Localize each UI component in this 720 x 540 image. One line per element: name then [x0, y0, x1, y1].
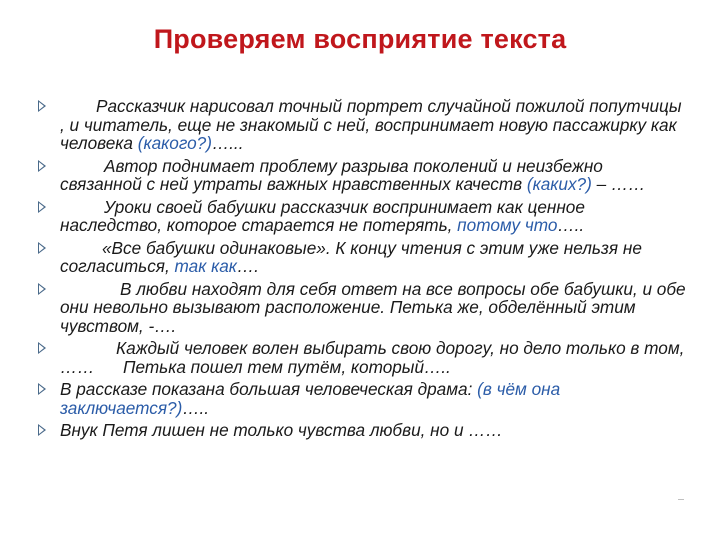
item-question: (какого?) — [137, 133, 212, 153]
item-text: Внук Петя лишен не только чувства любви, но и …… — [60, 420, 503, 440]
item-tail: …. — [236, 256, 259, 276]
item-text: В любви находят для себя ответ на все вопросы обе бабушки, и обе они невольно вызывают расположение. Петька же, обделённый этим чувством, -…. — [60, 278, 686, 336]
item-question: (каких?) — [526, 174, 592, 194]
arrow-bullet-icon — [38, 424, 46, 436]
arrow-bullet-icon — [38, 201, 46, 213]
item-tail: ….. — [557, 215, 585, 235]
arrow-bullet-icon — [38, 283, 46, 295]
slide-title: Проверяем восприятие текста — [153, 24, 567, 54]
arrow-bullet-icon — [38, 242, 46, 254]
list-item — [38, 157, 688, 194]
arrow-bullet-icon — [38, 342, 46, 354]
item-question: так как — [174, 256, 237, 276]
item-text: Уроки своей бабушки рассказчик воспринимает как ценное наследство, которое старается не потерять, — [60, 196, 585, 235]
arrow-bullet-icon — [38, 100, 46, 112]
item-question: (в чём она заключается?) — [60, 379, 561, 418]
corner-mark — [678, 499, 684, 500]
list-item — [38, 198, 688, 235]
item-tail: – …… — [591, 174, 646, 194]
item-text: В рассказе показана большая человеческая драма: — [60, 379, 478, 399]
arrow-bullet-icon — [38, 383, 46, 395]
item-tail: ….. — [182, 397, 210, 418]
item-question: потому что — [457, 215, 558, 235]
item-text: Каждый человек волен выбирать свою дорогу, но дело только в том, …… Петька пошел тем путём, который….. — [60, 338, 690, 377]
item-text: «Все бабушки одинаковые». К концу чтения с этим уже нельзя не согласиться, — [60, 237, 642, 276]
item-tail: …... — [211, 133, 244, 153]
list-item — [38, 280, 688, 336]
list-item — [38, 239, 688, 276]
item-text: Рассказчик нарисовал точный портрет случайной пожилой попутчицы , и читатель, еще не знакомый с ней, воспринимает новую пассажирку как человека — [60, 96, 682, 153]
list-item — [38, 380, 688, 417]
list-item — [38, 421, 688, 440]
arrow-bullet-icon — [38, 160, 46, 172]
list-item — [38, 339, 688, 376]
bullet-list — [38, 97, 688, 444]
list-item — [38, 97, 688, 153]
item-text: Автор поднимает проблему разрыва поколений и неизбежно связанной с ней утраты важных нравственных качеств — [60, 155, 603, 194]
